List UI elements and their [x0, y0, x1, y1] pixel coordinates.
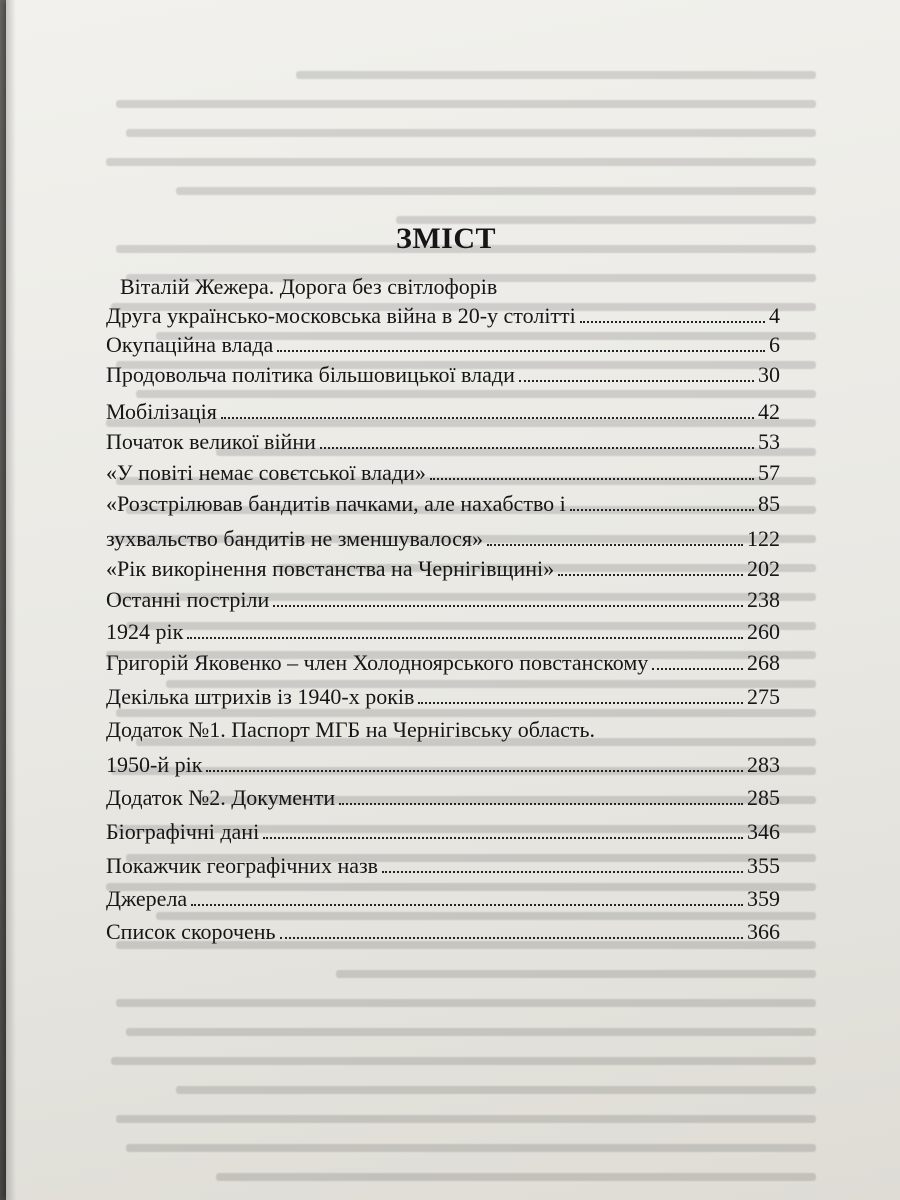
- toc-entry: [106, 487, 780, 517]
- toc-entry-title: Окупаційна влада: [106, 332, 274, 357]
- toc-entry-title: Початок великої війни: [106, 429, 316, 454]
- toc-leader-dots: [418, 702, 743, 704]
- toc-entry-page: 359: [747, 886, 780, 911]
- toc-title: ЗМІСТ: [396, 222, 496, 255]
- toc-entry: [106, 849, 780, 879]
- toc-leader-dots: [263, 837, 743, 839]
- toc-entry-page: 57: [758, 460, 780, 485]
- toc-entry-page: 122: [747, 526, 780, 551]
- toc-entry: [120, 270, 778, 300]
- toc-entry-title: «Рік викорінення повстанства на Чернігівщині»: [106, 556, 555, 581]
- toc-leader-dots: [580, 321, 765, 323]
- toc-leader-dots: [221, 417, 754, 419]
- toc-leader-dots: [652, 668, 743, 670]
- toc-leader-dots: [519, 380, 754, 382]
- toc-entry: [106, 299, 780, 329]
- toc-entry-page: 4: [769, 303, 780, 328]
- toc-leader-dots: [273, 605, 743, 607]
- toc-entry-page: 283: [747, 752, 780, 777]
- toc-leader-dots: [206, 770, 743, 772]
- toc-entry: [106, 915, 780, 945]
- toc-entry-title: Продовольча політика більшовицької влади: [106, 362, 515, 387]
- toc-entry-title: Джерела: [106, 886, 188, 911]
- toc-entry: [106, 713, 780, 743]
- toc-entry-page: 42: [758, 399, 780, 424]
- toc-entry: [106, 583, 780, 613]
- toc-leader-dots: [382, 871, 743, 873]
- toc-entry-page: 355: [747, 853, 780, 878]
- toc-entry-title: «Розстрілював бандитів пачками, але нахабство і: [106, 491, 566, 516]
- toc-leader-dots: [430, 478, 754, 480]
- toc-entry: [106, 615, 780, 645]
- toc-leader-dots: [570, 509, 754, 511]
- toc-entry: [106, 781, 780, 811]
- page-edge-shadow: [6, 0, 16, 1200]
- toc-entry-page: 268: [747, 650, 780, 675]
- toc-entry-page: 260: [747, 619, 780, 644]
- toc-entry-page: 366: [747, 919, 780, 944]
- toc-entry-title: Покажчик географічних назв: [106, 853, 379, 878]
- toc-entry-page: 346: [747, 819, 780, 844]
- toc-entry: [106, 522, 780, 552]
- toc-entry: [106, 646, 780, 676]
- toc-entry-title: Григорій Яковенко – член Холодноярського повстанскому: [106, 650, 649, 675]
- toc-entry-page: 53: [758, 429, 780, 454]
- book-page: [6, 0, 900, 1200]
- toc-entry-title: Додаток №1. Паспорт МГБ на Чернігівську область.: [106, 717, 596, 742]
- toc-entry: [106, 328, 780, 358]
- toc-entry: [106, 748, 780, 778]
- toc-leader-dots: [339, 803, 743, 805]
- toc-entry-title: Декілька штрихів із 1940-х років: [106, 684, 415, 709]
- toc-entry-title: Список скорочень: [106, 919, 276, 944]
- toc-entry-title: Біографічні дані: [106, 819, 260, 844]
- toc-entry: [106, 425, 780, 455]
- toc-leader-dots: [187, 637, 743, 639]
- toc-entry-page: 238: [747, 587, 780, 612]
- toc-entry-page: 202: [747, 556, 780, 581]
- toc-entry: [106, 552, 780, 582]
- toc-entry-page: 30: [758, 362, 780, 387]
- toc-leader-dots: [191, 904, 743, 906]
- toc-entry: [106, 395, 780, 425]
- toc-leader-dots: [320, 447, 754, 449]
- toc-leader-dots: [487, 544, 743, 546]
- toc-entry: [106, 358, 780, 388]
- toc-entry-page: 285: [747, 785, 780, 810]
- toc-entry-page: 275: [747, 684, 780, 709]
- toc-leader-dots: [277, 350, 765, 352]
- toc-leader-dots: [280, 937, 743, 939]
- toc-entry-title: Останні постріли: [106, 587, 270, 612]
- toc-entry-title: Віталій Жежера. Дорога без світлофорів: [120, 274, 498, 299]
- toc-entry: [106, 680, 780, 710]
- toc-entry-title: Додаток №2. Документи: [106, 785, 336, 810]
- toc-entry: [106, 882, 780, 912]
- toc-entry-title: зухвальство бандитів не зменшувалося»: [106, 526, 484, 551]
- toc-entry: [106, 815, 780, 845]
- toc-leader-dots: [558, 574, 743, 576]
- toc-entry-title: 1924 рік: [106, 619, 184, 644]
- toc-entry-page: 85: [758, 491, 780, 516]
- table-of-contents: [106, 0, 786, 1200]
- toc-entry-title: 1950-й рік: [106, 752, 203, 777]
- toc-entry-title: Друга українсько-московська війна в 20-у столітті: [106, 303, 576, 328]
- toc-entry-page: 6: [769, 332, 780, 357]
- toc-entry-title: Мобілізація: [106, 399, 217, 424]
- toc-entry: [106, 456, 780, 486]
- toc-entry-title: «У повіті немає совєтської влади»: [106, 460, 426, 485]
